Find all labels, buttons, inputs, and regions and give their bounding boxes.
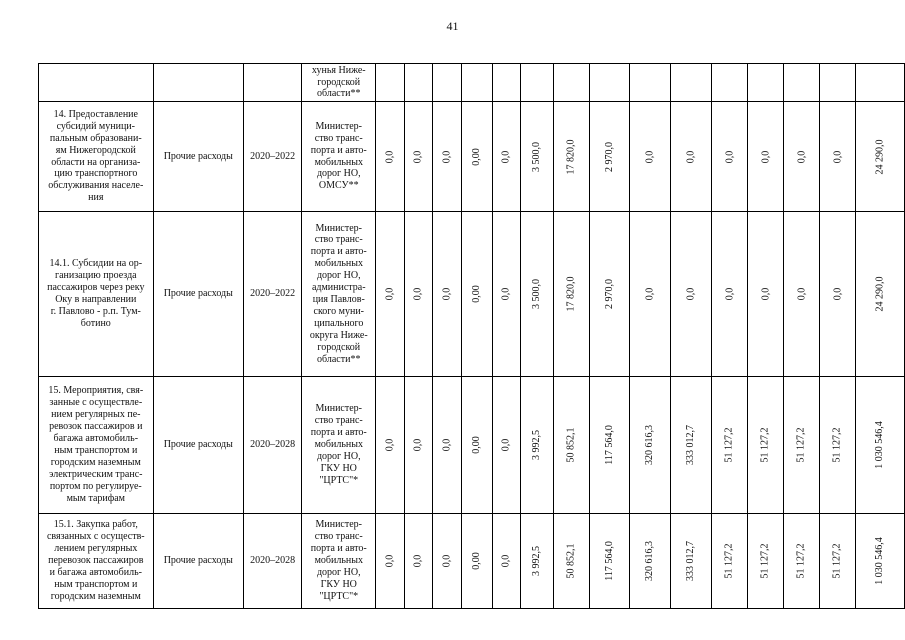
value-cell [461, 212, 492, 377]
value-cell [630, 377, 671, 514]
value-text: 3 500,0 [531, 141, 543, 172]
value-text: 3 500,0 [531, 279, 543, 309]
value-cell [712, 377, 748, 514]
value-text: 51 127,2 [795, 543, 807, 579]
value-cell [404, 102, 432, 212]
value-cell [712, 514, 748, 609]
value-text: 51 127,2 [723, 427, 735, 463]
value-cell [461, 514, 492, 609]
value-text: 0,0 [831, 287, 843, 301]
budget-table [38, 63, 905, 609]
value-text: 51 127,2 [723, 543, 735, 579]
value-cell [856, 64, 905, 102]
value-text: 0,00 [470, 436, 482, 454]
value-cell [671, 514, 712, 609]
value-cell [820, 102, 856, 212]
value-text: 51 127,2 [831, 543, 843, 579]
value-text: 1 030 546,4 [874, 537, 886, 585]
value-cell [671, 64, 712, 102]
value-text: 51 127,2 [759, 427, 771, 463]
value-cell [461, 102, 492, 212]
value-cell [712, 64, 748, 102]
value-cell [553, 212, 589, 377]
value-text: 50 852,1 [565, 543, 577, 579]
value-text: 51 127,2 [831, 427, 843, 463]
value-text: 0,0 [644, 150, 656, 163]
value-text: 0,0 [440, 287, 452, 301]
value-cell [521, 377, 554, 514]
value-cell [671, 102, 712, 212]
value-cell [671, 212, 712, 377]
value-cell [589, 377, 630, 514]
value-cell [748, 102, 784, 212]
value-cell [748, 514, 784, 609]
value-cell [671, 377, 712, 514]
value-cell [553, 377, 589, 514]
value-cell [376, 212, 404, 377]
value-cell [433, 514, 461, 609]
value-cell [589, 102, 630, 212]
value-text: 0,0 [440, 438, 452, 452]
value-cell [820, 514, 856, 609]
expense-type-cell: Прочие расходы [153, 212, 243, 377]
value-cell [820, 377, 856, 514]
period-cell: 2020–2028 [244, 514, 302, 609]
value-cell [856, 212, 905, 377]
value-text: 0,0 [685, 287, 697, 301]
responsible-cell: Министер- ство транс- порта и авто- мобильных дорог НО, ГКУ НО "ЦРТС"* [302, 514, 376, 609]
value-text: 0,0 [384, 150, 396, 163]
measure-name-cell: 15.1. Закупка работ, связанных с осуществ- лением регулярных перевозок пассажиров и багажа автомобиль- ным транспортом и городским наземным [39, 514, 154, 609]
value-text: 24 290,0 [874, 276, 886, 312]
expense-type-cell [153, 64, 243, 102]
value-cell [630, 514, 671, 609]
value-text: 2 970,0 [603, 279, 615, 309]
value-cell [784, 102, 820, 212]
value-cell [492, 377, 520, 514]
value-text: 0,0 [795, 150, 807, 163]
value-cell [553, 64, 589, 102]
value-text: 0,0 [795, 287, 807, 301]
value-text: 0,00 [470, 147, 482, 166]
value-cell [820, 64, 856, 102]
value-text: 333 012,7 [685, 541, 697, 581]
value-text: 0,0 [723, 287, 735, 301]
value-cell [433, 212, 461, 377]
value-cell [376, 64, 404, 102]
value-cell [748, 377, 784, 514]
value-cell [521, 212, 554, 377]
value-cell [521, 64, 554, 102]
value-cell [433, 377, 461, 514]
expense-type-cell: Прочие расходы [153, 377, 243, 514]
table-row [39, 212, 905, 377]
value-text: 0,0 [440, 150, 452, 163]
value-text: 320 616,3 [644, 425, 656, 465]
responsible-cell: Министер- ство транс- порта и авто- мобильных дорог НО, администра- ция Павлов- ского муни- ципального округа Ниже- городской области** [302, 212, 376, 377]
measure-name-cell: 14.1. Субсидии на ор- ганизацию проезда пассажиров через реку Оку в направлении г. Павлово - р.п. Тум- ботино [39, 212, 154, 377]
period-cell: 2020–2022 [244, 102, 302, 212]
value-cell [712, 212, 748, 377]
value-cell [630, 64, 671, 102]
table-row [39, 377, 905, 514]
value-text: 0,0 [759, 150, 771, 163]
table-row [39, 64, 905, 102]
value-text: 17 820,0 [565, 139, 577, 174]
value-text: 0,0 [685, 150, 697, 163]
value-cell [553, 102, 589, 212]
responsible-cell: Министер- ство транс- порта и авто- мобильных дорог НО, ГКУ НО "ЦРТС"* [302, 377, 376, 514]
value-cell [856, 377, 905, 514]
value-text: 0,0 [384, 287, 396, 301]
page-number: 41 [446, 19, 459, 33]
value-cell [404, 377, 432, 514]
value-cell [820, 212, 856, 377]
value-cell [376, 514, 404, 609]
value-cell [461, 377, 492, 514]
value-text: 17 820,0 [565, 276, 577, 312]
value-text: 0,0 [412, 554, 424, 568]
value-text: 1 030 546,4 [874, 421, 886, 469]
value-cell [589, 212, 630, 377]
value-cell [553, 514, 589, 609]
value-cell [521, 102, 554, 212]
value-text: 0,0 [500, 554, 512, 568]
expense-type-cell: Прочие расходы [153, 514, 243, 609]
value-text: 0,0 [759, 287, 771, 301]
value-cell [630, 212, 671, 377]
value-text: 0,0 [412, 150, 424, 163]
value-text: 2 970,0 [603, 141, 615, 172]
value-cell [784, 212, 820, 377]
value-text: 24 290,0 [874, 139, 886, 174]
value-text: 51 127,2 [759, 543, 771, 579]
expense-type-cell: Прочие расходы [153, 102, 243, 212]
responsible-cell: Министер- ство транс- порта и авто- мобильных дорог НО, ОМСУ** [302, 102, 376, 212]
value-cell [712, 102, 748, 212]
value-cell [433, 102, 461, 212]
value-cell [784, 64, 820, 102]
period-cell: 2020–2028 [244, 377, 302, 514]
value-cell [589, 64, 630, 102]
value-cell [856, 102, 905, 212]
value-text: 0,0 [644, 287, 656, 301]
value-text: 3 992,5 [531, 430, 543, 460]
value-cell [492, 102, 520, 212]
value-cell [404, 64, 432, 102]
value-cell [404, 212, 432, 377]
value-cell [748, 212, 784, 377]
value-cell [856, 514, 905, 609]
value-text: 0,0 [723, 150, 735, 163]
value-cell [521, 514, 554, 609]
value-text: 0,00 [470, 285, 482, 303]
value-cell [784, 514, 820, 609]
value-cell [630, 102, 671, 212]
measure-name-cell [39, 64, 154, 102]
value-cell [461, 64, 492, 102]
value-text: 51 127,2 [795, 427, 807, 463]
value-text: 0,0 [831, 150, 843, 163]
value-text: 0,0 [500, 438, 512, 452]
value-text: 333 012,7 [685, 425, 697, 465]
value-text: 0,0 [500, 150, 512, 163]
table-row [39, 514, 905, 609]
value-cell [376, 102, 404, 212]
value-text: 117 564,0 [603, 541, 615, 581]
value-cell [492, 64, 520, 102]
period-cell [244, 64, 302, 102]
value-text: 0,0 [384, 554, 396, 568]
value-cell [589, 514, 630, 609]
value-cell [492, 212, 520, 377]
value-cell [492, 514, 520, 609]
value-text: 0,00 [470, 552, 482, 570]
value-text: 0,0 [412, 287, 424, 301]
value-text: 50 852,1 [565, 427, 577, 463]
period-cell: 2020–2022 [244, 212, 302, 377]
value-text: 0,0 [440, 554, 452, 568]
value-cell [376, 377, 404, 514]
value-text: 320 616,3 [644, 541, 656, 581]
responsible-cell: хунья Ниже- городской области** [302, 64, 376, 102]
value-cell [748, 64, 784, 102]
table-row [39, 102, 905, 212]
value-text: 3 992,5 [531, 546, 543, 576]
value-text: 0,0 [384, 438, 396, 452]
value-cell [404, 514, 432, 609]
value-cell [433, 64, 461, 102]
measure-name-cell: 15. Мероприятия, свя- занные с осуществле- нием регулярных пе- ревозок пассажиров и багажа автомобиль- ным транспортом и городским наземным электрическим транс- портом по регулируе- мым тарифам [39, 377, 154, 514]
value-text: 0,0 [412, 438, 424, 452]
value-text: 117 564,0 [603, 425, 615, 465]
value-cell [784, 377, 820, 514]
measure-name-cell: 14. Предоставление субсидий муници- пальным образовани- ям Нижегородской области на организа- цию транспортного обслуживания населе- ния [39, 102, 154, 212]
value-text: 0,0 [500, 287, 512, 301]
